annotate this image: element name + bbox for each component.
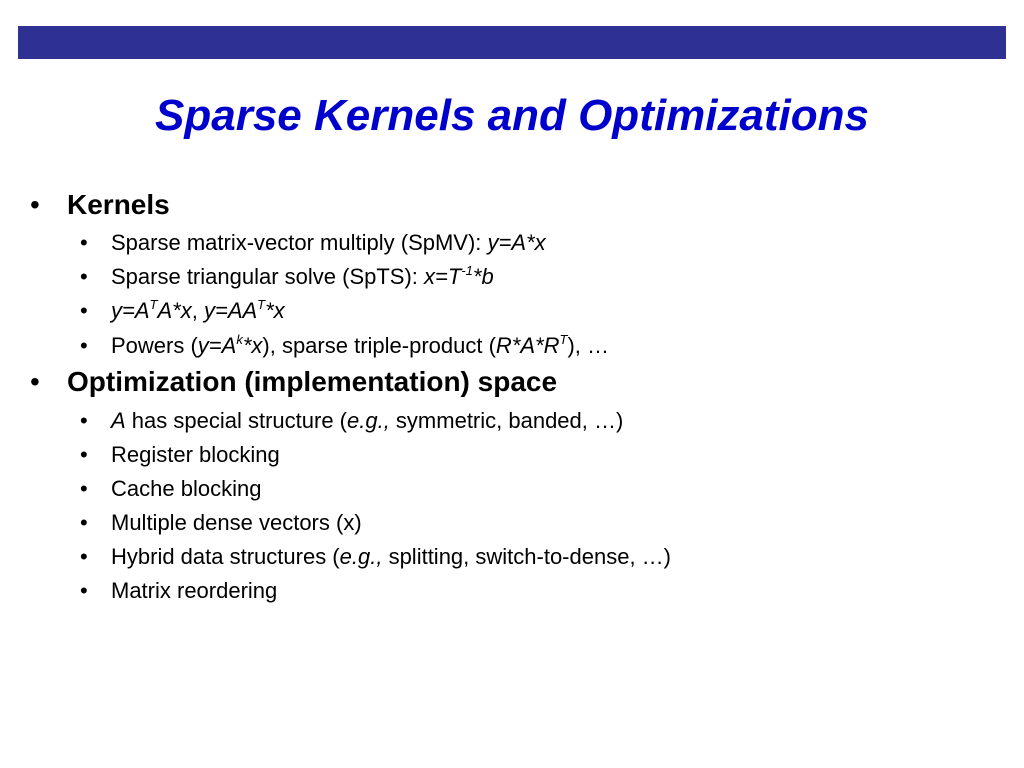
list-item-hybrid-data-structures: • Hybrid data structures (e.g., splitting, switch-to-dense, …)	[80, 544, 671, 569]
bullet-icon: •	[80, 333, 88, 358]
bullet-icon: •	[80, 544, 88, 569]
list-item-multiple-dense-vectors: • Multiple dense vectors (x)	[80, 510, 362, 535]
bullet-icon: •	[80, 510, 88, 535]
section-heading-optimization: • Optimization (implementation) space	[30, 366, 558, 397]
list-item-spmv: • Sparse matrix-vector multiply (SpMV): y=A*x	[80, 230, 546, 255]
list-item-register-blocking: • Register blocking	[80, 442, 280, 467]
bullet-icon: •	[80, 264, 88, 289]
bullet-icon: •	[80, 442, 88, 467]
bullet-icon: •	[80, 230, 88, 255]
bullet-icon: •	[80, 298, 88, 323]
list-item-spts: • Sparse triangular solve (SpTS): $x=T^{-1}*b$	[80, 263, 494, 289]
bullet-icon: •	[80, 476, 88, 501]
slide-title: Sparse Kernels and Optimizations	[155, 91, 869, 140]
list-item-special-structure: • A has special structure (e.g., symmetric, banded, …)	[80, 408, 624, 433]
bullet-icon: •	[80, 408, 88, 433]
list-item-matrix-reordering: • Matrix reordering	[80, 578, 278, 603]
bullet-icon: •	[30, 366, 40, 397]
bullet-icon: •	[80, 578, 88, 603]
section-heading-kernels: • Kernels	[30, 189, 170, 220]
list-item-transpose-products: • $y=A^TA*x$, $y=AA^T*x$	[80, 297, 285, 323]
bullet-icon: •	[30, 189, 40, 220]
list-item-powers: • Powers $(y=A^k*x)$, sparse triple-product $(R*A*R^T)$, …	[80, 332, 610, 358]
list-item-cache-blocking: • Cache blocking	[80, 476, 262, 501]
